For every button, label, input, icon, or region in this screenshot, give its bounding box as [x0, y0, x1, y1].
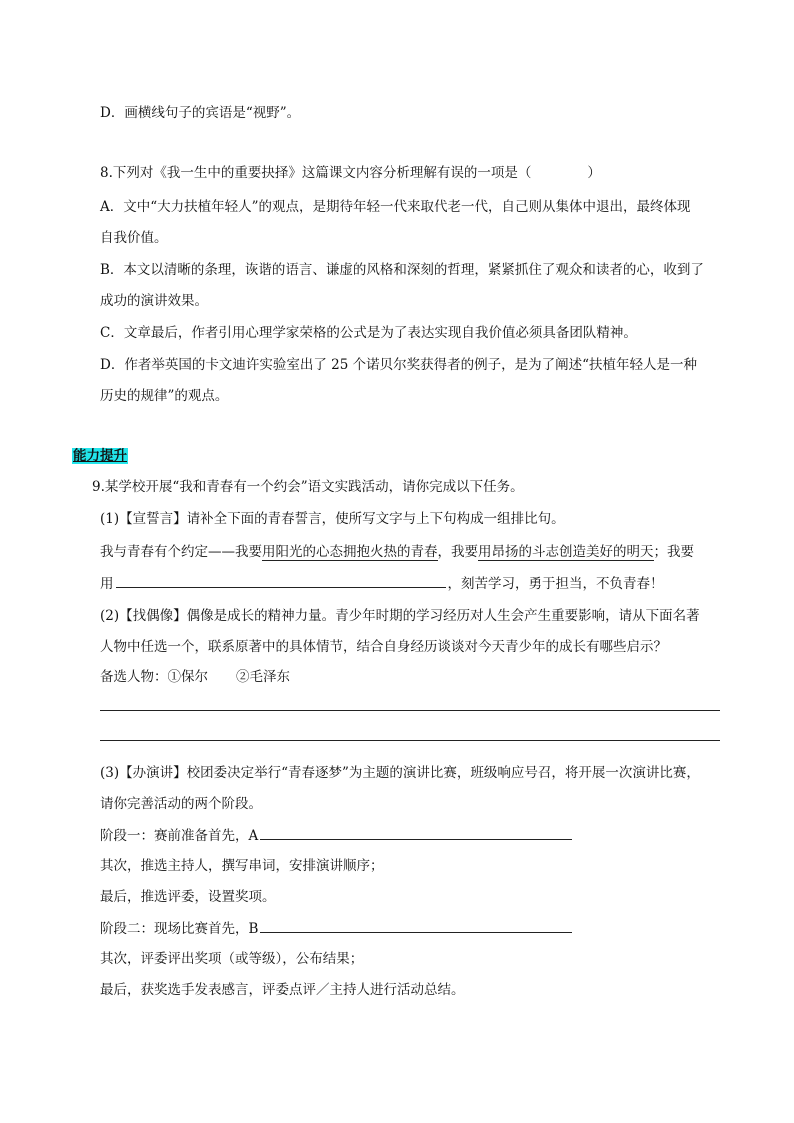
q9-part1-line1: [100, 543, 694, 561]
pledge-answer-blank[interactable]: [116, 574, 446, 588]
q8-option-a-line1: A．文中“大力扶植年轻人”的观点，是期待年轻一代来取代老一代，自己则从集体中退出，最终体现: [100, 199, 691, 215]
stage2-next: 其次，评委评出奖项（或等级），公布结果；: [100, 951, 364, 967]
candidates-label: 备选人物：①保尔: [100, 669, 208, 685]
q7-option-d: D．画横线句子的宾语是“视野”。: [100, 105, 301, 121]
q8-option-c: C．文章最后，作者引用心理学家荣格的公式是为了表达实现自我价值必须具备团队精神。: [100, 325, 637, 341]
q9-part2-line2: 人物中任选一个，联系原著中的具体情节，结合自身经历谈谈对今天青少年的成长有哪些启示？: [100, 639, 667, 655]
answer-line-1[interactable]: [100, 710, 720, 711]
stage2-last: 最后，获奖选手发表感言，评委点评／主持人进行活动总结。: [100, 982, 465, 998]
q8-option-d-line2: 历史的规律”的观点。: [100, 388, 229, 404]
stage1-line: [100, 826, 574, 845]
q8-option-b-line1: B．本文以清晰的条理，诙谐的语言、谦虚的风格和深刻的哲理，紧紧抓住了观众和读者的心，收到了: [100, 262, 704, 278]
pledge-text-c: ；我要: [653, 544, 694, 560]
q8-option-d-line1: D．作者举英国的卡文迪许实验室出了 25 个诺贝尔奖获得者的例子，是为了阐述“扶植年轻人是一种: [100, 357, 697, 373]
pledge-underlined-1: 用阳光的心态拥抱火热的青春: [262, 544, 438, 560]
q9-part1-title: (1)【宣誓言】请补全下面的青春誓言，使所写文字与上下句构成一组排比句。: [100, 511, 565, 527]
stage2-answer-blank[interactable]: [260, 919, 572, 933]
stage2-line: [100, 919, 574, 938]
answer-line-2[interactable]: [100, 740, 720, 741]
section-title-text: 能力提升: [73, 448, 127, 464]
stage1-text: 阶段一：赛前准备首先，A: [100, 828, 259, 844]
q9-part2-candidates: [100, 668, 290, 686]
q9-part1-line2: [100, 574, 664, 593]
stage2-text: 阶段二：现场比赛首先，B: [100, 921, 259, 937]
section-title: [72, 447, 128, 465]
q9-part3-line1: (3)【办演讲】校团委决定举行“青春逐梦”为主题的演讲比赛，班级响应号召，将开展一次演讲比赛，: [100, 765, 700, 781]
q9-stem: 9.某学校开展“我和青春有一个约会”语文实践活动，请你完成以下任务。: [92, 479, 524, 495]
candidate-2: ②毛泽东: [236, 669, 290, 685]
q9-part3-line2: 请你完善活动的两个阶段。: [100, 796, 262, 812]
pledge-line2-prefix: 用: [100, 576, 114, 592]
q9-part2-line1: (2)【找偶像】偶像是成长的精神力量。青少年时期的学习经历对人生会产生重要影响，请从下面名著: [100, 608, 700, 624]
pledge-underlined-2: 用昂扬的斗志创造美好的明天: [478, 544, 654, 560]
q8-option-b-line2: 成功的演讲效果。: [100, 293, 208, 309]
pledge-text-a: 我与青春有个约定——我要: [100, 544, 262, 560]
stage1-answer-blank[interactable]: [260, 826, 572, 840]
pledge-line2-suffix: ，刻苦学习，勇于担当，不负青春！: [447, 576, 664, 592]
stage1-last: 最后，推选评委，设置奖项。: [100, 889, 276, 905]
stage1-next: 其次，推选主持人，撰写串词，安排演讲顺序；: [100, 858, 384, 874]
pledge-text-b: ，我要: [437, 544, 478, 560]
q8-stem: [100, 164, 601, 182]
q8-stem-text: 8.下列对《我一生中的重要抉择》这篇课文内容分析理解有误的一项是（: [100, 165, 532, 181]
q8-stem-close: ）: [587, 165, 601, 181]
q8-option-a-line2: 自我价值。: [100, 230, 168, 246]
